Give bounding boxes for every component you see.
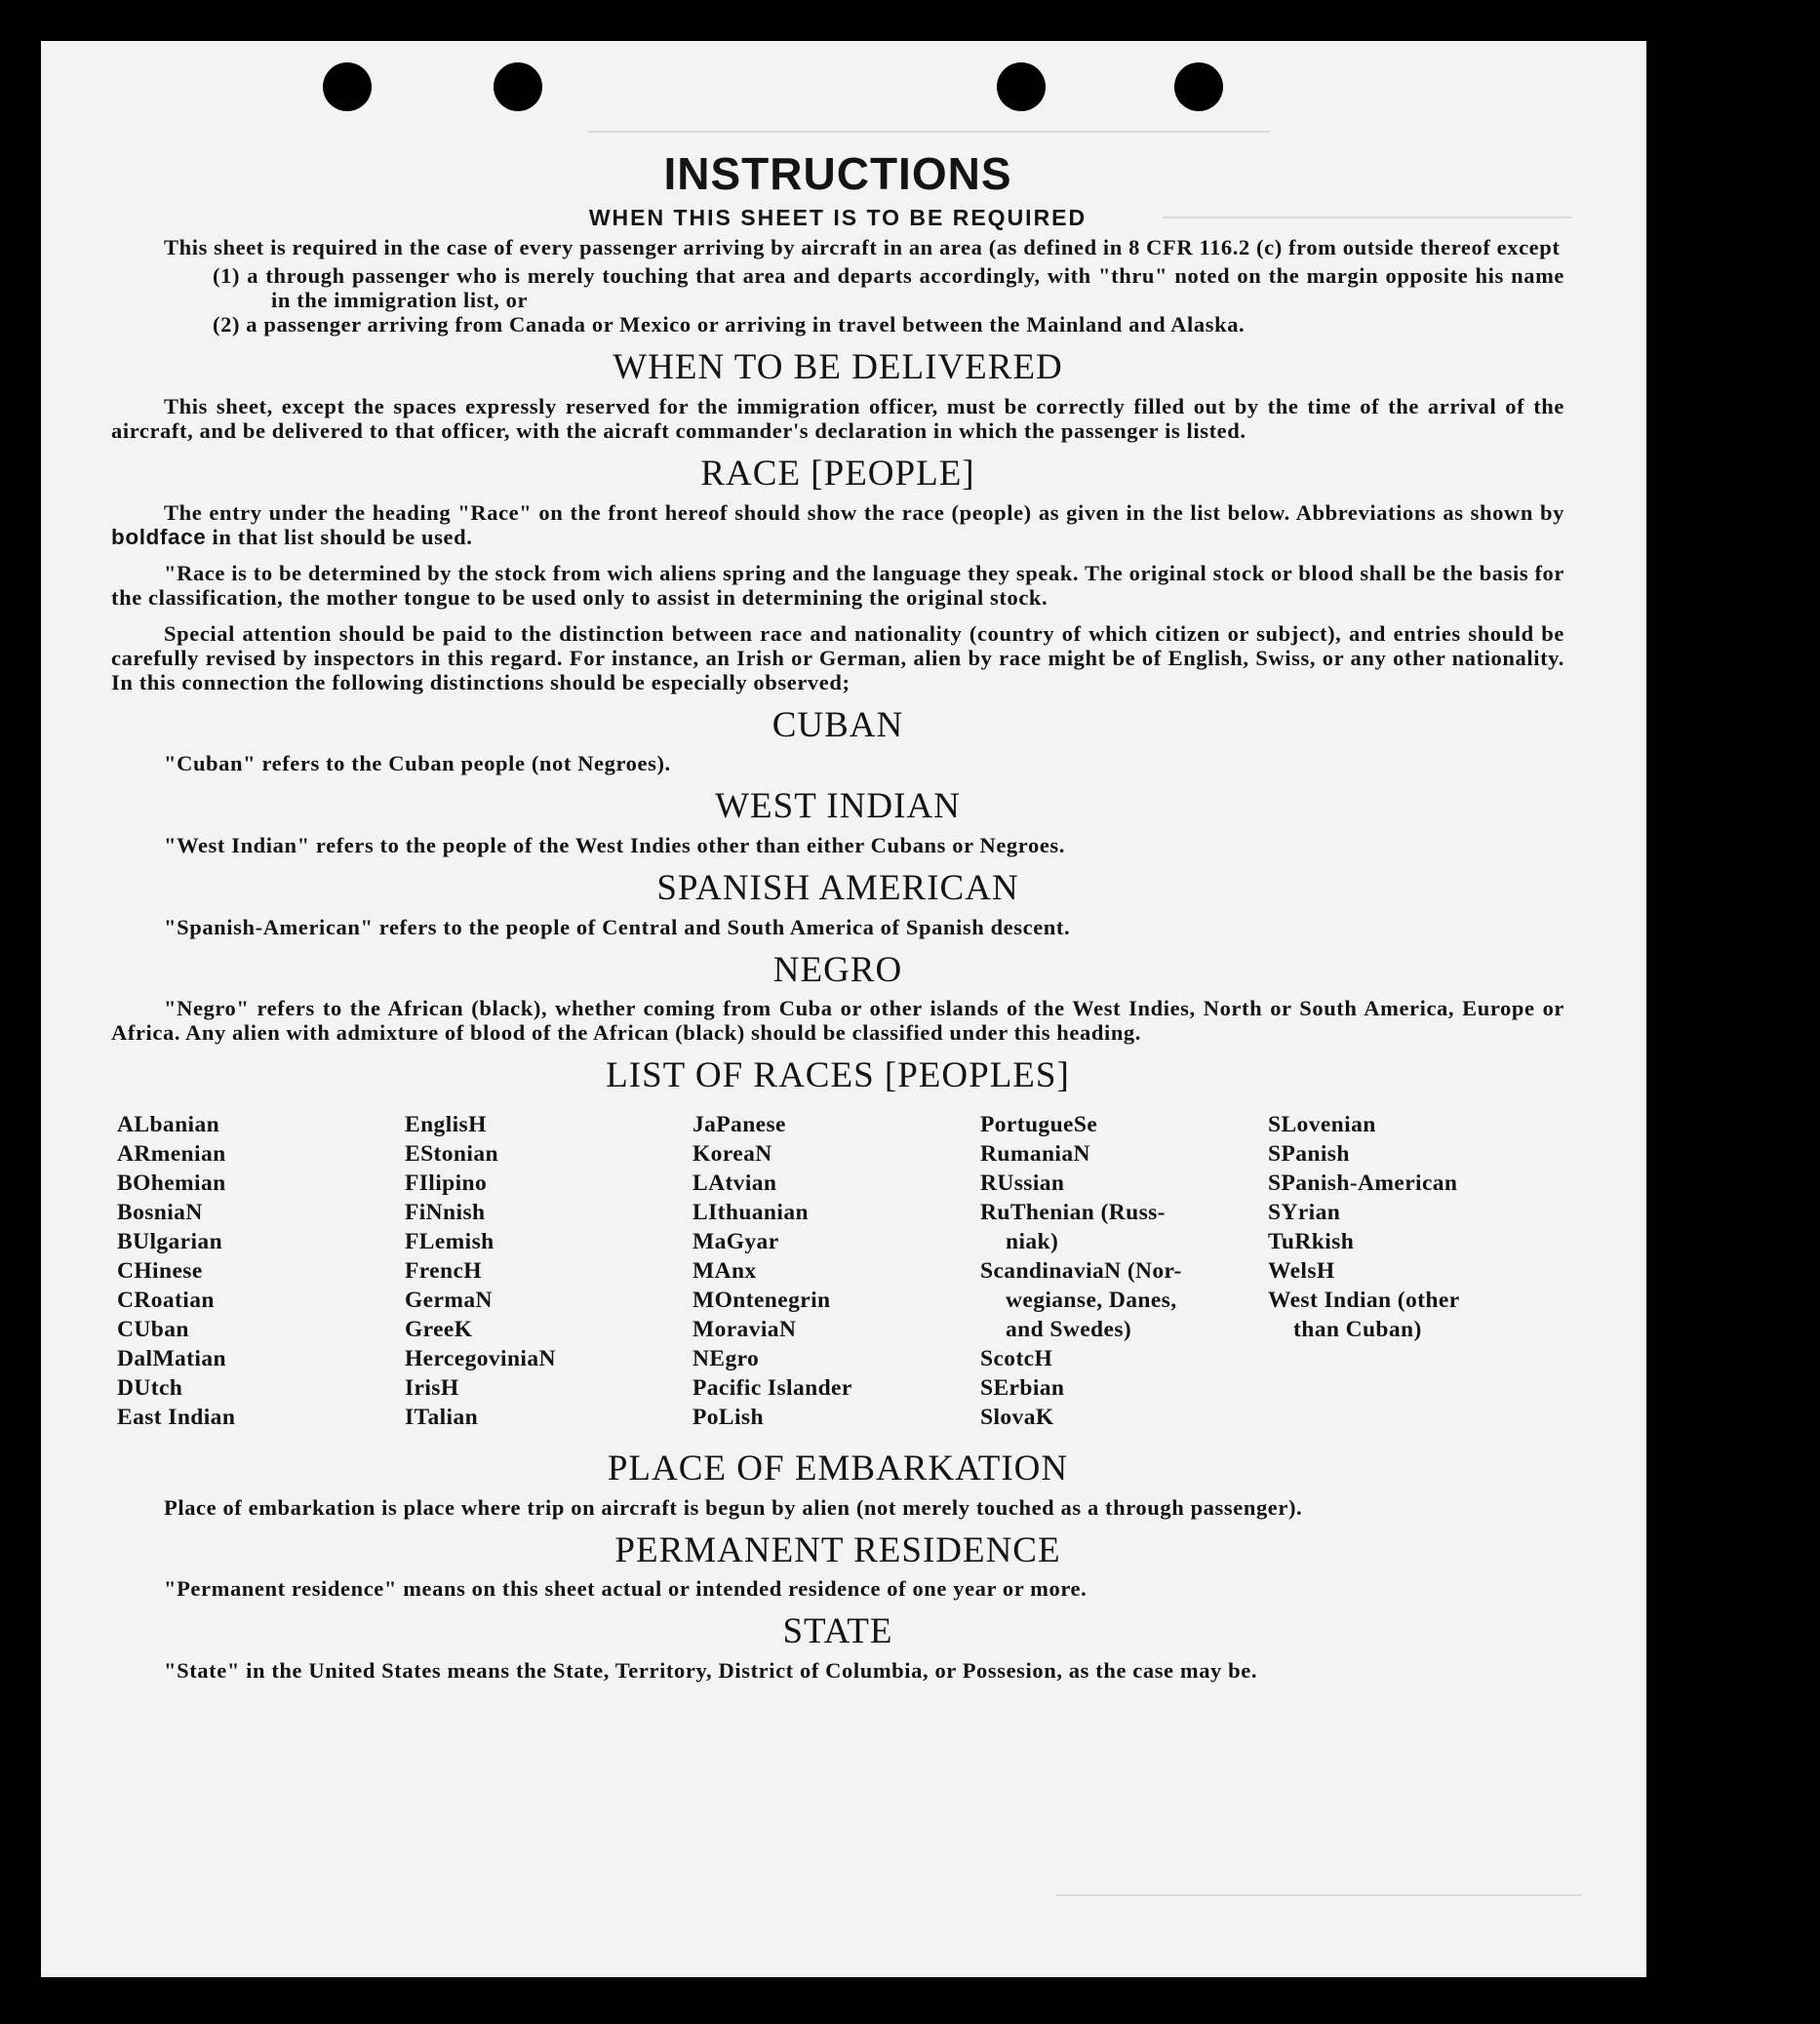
race-entry: SPanish-American (1268, 1171, 1458, 1197)
section-heading-delivered: WHEN TO BE DELIVERED (613, 347, 1063, 388)
negro-text: "Negro" refers to the African (black), whether coming from Cuba or other islands of the West Indies, North or South America, Europe or Africa. Any alien with admixture of blood of the African (black) should be classified under this heading. (111, 996, 1564, 1046)
section-heading-residence: PERMANENT RESIDENCE (614, 1529, 1061, 1570)
race-entry: and Swedes) (1006, 1317, 1132, 1343)
race-p1-after: in that list should be used. (206, 524, 473, 549)
races-column-5 (1268, 1110, 1551, 1432)
race-entry: ScandinaviaN (Nor- (980, 1258, 1182, 1285)
race-entry: FLemish (405, 1229, 495, 1255)
section-heading-race: RACE [PEOPLE] (700, 453, 975, 494)
page-subtitle: WHEN THIS SHEET IS TO BE REQUIRED (588, 205, 1088, 231)
race-entry: MAnx (692, 1258, 757, 1285)
race-entry: West Indian (other (1268, 1288, 1460, 1314)
punch-hole-4 (1174, 62, 1223, 111)
races-column-3 (692, 1110, 975, 1432)
race-entry: NEgro (692, 1346, 760, 1372)
race-entry: CUban (117, 1317, 189, 1343)
race-entry: MaGyar (692, 1229, 779, 1255)
bleed-through-texture (1055, 1894, 1582, 1896)
race-entry: BOhemian (117, 1171, 226, 1197)
embarkation-text: Place of embarkation is place where trip on aircraft is begun by alien (not merely touched as a through passenger). (164, 1494, 1303, 1520)
race-entry: ALbanian (117, 1112, 220, 1138)
race-entry: JaPanese (692, 1112, 786, 1138)
races-list (117, 1110, 1551, 1432)
west-indian-text: "West Indian" refers to the people of the West Indies other than either Cubans or Negroes. (164, 833, 1065, 858)
section-heading-embarkation: PLACE OF EMBARKATION (607, 1449, 1069, 1489)
race-entry: KoreaN (692, 1141, 772, 1168)
spanish-american-text: "Spanish-American" refers to the people of Central and South America of Spanish descent. (164, 914, 1071, 939)
race-entry: SPanish (1268, 1141, 1350, 1168)
race-entry: LAtvian (692, 1171, 777, 1197)
race-entry: SLovenian (1268, 1112, 1376, 1138)
residence-text: "Permanent residence" means on this sheet actual or intended residence of one year or more. (164, 1576, 1088, 1602)
race-entry: FrencH (405, 1258, 482, 1285)
races-column-4 (980, 1110, 1263, 1432)
instructions-content (111, 150, 1564, 1694)
race-entry: Pacific Islander (692, 1375, 852, 1402)
cuban-text: "Cuban" refers to the Cuban people (not Negroes). (164, 751, 671, 776)
race-entry: FiNnish (405, 1200, 486, 1226)
section-heading-spanish-american: SPANISH AMERICAN (656, 868, 1019, 909)
race-entry: EnglisH (405, 1112, 487, 1138)
section-heading-negro: NEGRO (772, 949, 903, 990)
race-entry: SlovaK (980, 1405, 1054, 1431)
race-paragraph-3: Special attention should be paid to the distinction between race and nationality (country of which citizen or subject), and entries should be carefully revised by inspectors in this regard. For instance, an Irish or German, alien by race might be of English, Swiss, or any other nationality. In this connection the following distinctions should be especially observed; (111, 620, 1564, 695)
bleed-through-texture (587, 92, 1270, 133)
race-entry: ScotcH (980, 1346, 1053, 1372)
race-entry: RuThenian (Russ- (980, 1200, 1166, 1226)
race-entry: RumaniaN (980, 1141, 1090, 1168)
required-intro: This sheet is required in the case of every passenger arriving by aircraft in an area (as defined in 8 CFR 116.2 (c) from outside thereof except (164, 235, 1561, 260)
race-entry: FIlipino (405, 1171, 488, 1197)
race-entry: CRoatian (117, 1288, 215, 1314)
race-entry: HercegoviniaN (405, 1346, 556, 1372)
race-entry: wegianse, Danes, (1006, 1288, 1177, 1314)
race-entry: than Cuban) (1293, 1317, 1422, 1343)
race-entry: PoLish (692, 1405, 764, 1431)
section-heading-cuban: CUBAN (772, 704, 904, 745)
race-paragraph-2: "Race is to be determined by the stock from wich aliens spring and the language they speak. The original stock or blood shall be the basis for the classification, the mother tongue to be used only to assist in determining the original stock. (111, 560, 1564, 610)
race-entry: BosniaN (117, 1200, 203, 1226)
race-entry: TuRkish (1268, 1229, 1355, 1255)
delivered-text: This sheet, except the spaces expressly reserved for the immigration officer, must be correctly filled out by the time of the arrival of the aircraft, and be delivered to that officer, with the aicraft commander's declaration in which the passenger is listed. (111, 393, 1564, 443)
page-title: INSTRUCTIONS (663, 148, 1012, 199)
race-entry: MoraviaN (692, 1317, 797, 1343)
race-entry: EStonian (405, 1141, 498, 1168)
section-heading-state: STATE (782, 1611, 893, 1652)
race-entry: LIthuanian (692, 1200, 809, 1226)
race-entry: East Indian (117, 1405, 236, 1431)
race-entry: CHinese (117, 1258, 203, 1285)
exception-1: (1) a through passenger who is merely touching that area and departs accordingly, with "thru" noted on the margin opposite his name in the immigration list, or (213, 263, 1564, 313)
exception-2: (2) a passenger arriving from Canada or Mexico or arriving in travel between the Mainland and Alaska. (213, 312, 1246, 337)
race-p1-before: The entry under the heading "Race" on the front hereof should show the race (people) as given in the list below. Abbreviations as shown by (164, 499, 1564, 525)
race-entry: IrisH (405, 1375, 459, 1402)
punch-hole-3 (997, 62, 1046, 111)
race-p1-bold: boldface (111, 524, 207, 549)
races-column-1 (117, 1110, 400, 1432)
race-entry: WelsH (1268, 1258, 1335, 1285)
race-entry: ITalian (405, 1405, 479, 1431)
punch-hole-1 (323, 62, 372, 111)
race-entry: ARmenian (117, 1141, 226, 1168)
punch-hole-2 (494, 62, 542, 111)
race-entry: DUtch (117, 1375, 183, 1402)
section-heading-west-indian: WEST INDIAN (715, 786, 961, 827)
race-entry: GermaN (405, 1288, 493, 1314)
section-heading-races-list: LIST OF RACES [PEOPLES] (606, 1055, 1070, 1096)
race-entry: DalMatian (117, 1346, 226, 1372)
races-column-2 (405, 1110, 688, 1432)
race-entry: GreeK (405, 1317, 473, 1343)
race-entry: PortugueSe (980, 1112, 1098, 1138)
race-paragraph-1 (111, 500, 1564, 549)
race-entry: niak) (1006, 1229, 1059, 1255)
race-entry: SYrian (1268, 1200, 1341, 1226)
race-entry: SErbian (980, 1375, 1065, 1402)
state-text: "State" in the United States means the State, Territory, District of Columbia, or Possesion, as the case may be. (164, 1658, 1258, 1684)
race-entry: RUssian (980, 1171, 1065, 1197)
document-sheet (41, 41, 1646, 1977)
race-entry: BUlgarian (117, 1229, 223, 1255)
race-entry: MOntenegrin (692, 1288, 831, 1314)
